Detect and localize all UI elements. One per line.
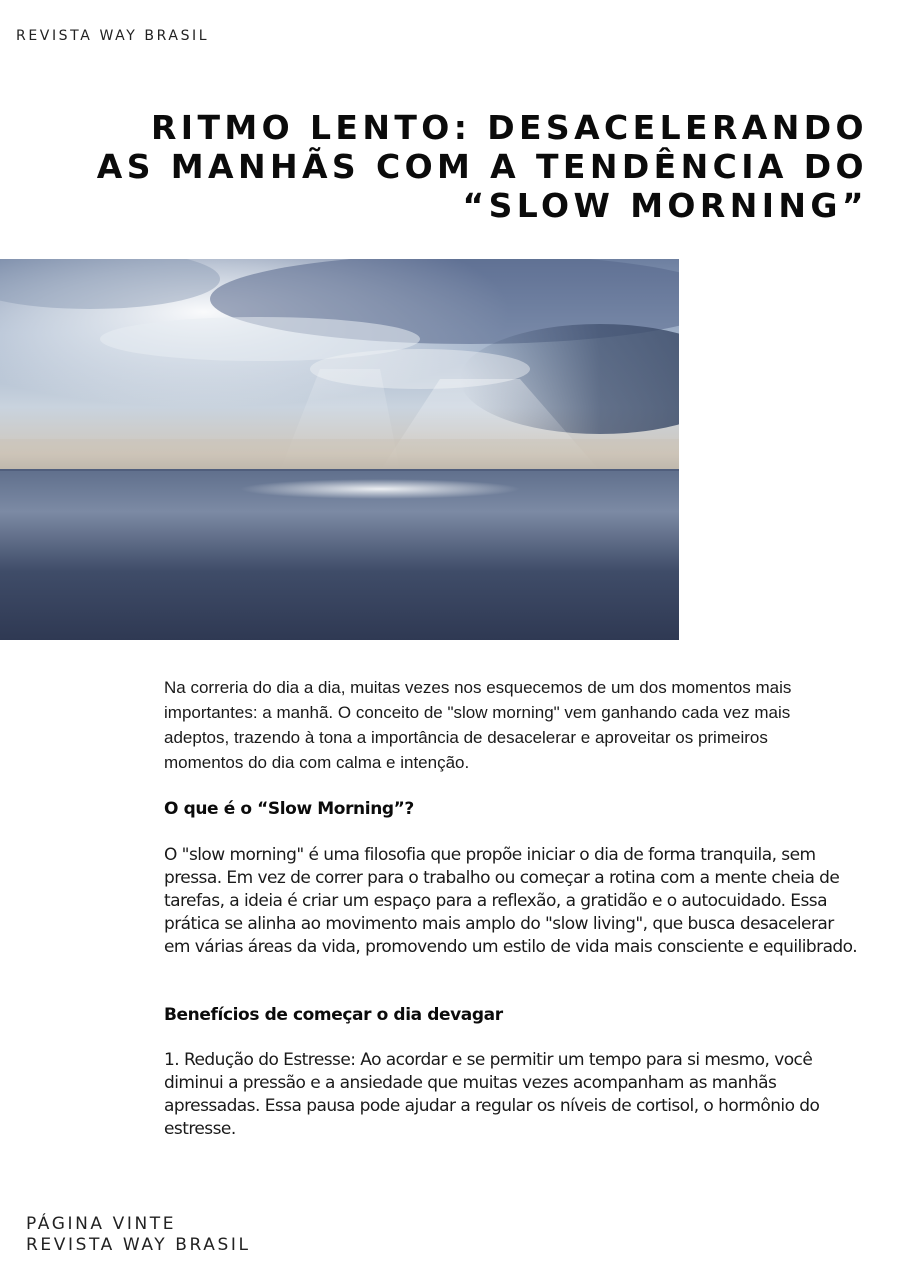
headline-line-2: AS MANHÃS COM A TENDÊNCIA DO xyxy=(96,147,868,186)
headline-line-1: RITMO LENTO: DESACELERANDO xyxy=(150,108,868,147)
footer-magazine-name: REVISTA WAY BRASIL xyxy=(26,1235,251,1255)
hero-photo-sea-and-clouds xyxy=(0,259,679,640)
magazine-masthead: REVISTA WAY BRASIL xyxy=(16,28,210,44)
section-title-benefits: Benefícios de começar o dia devagar xyxy=(164,1005,503,1025)
headline-line-3: “SLOW MORNING” xyxy=(462,186,868,225)
article-headline xyxy=(88,108,868,225)
page-footer xyxy=(26,1214,251,1256)
section-title-what-is: O que é o “Slow Morning”? xyxy=(164,799,414,819)
section-body-benefits: 1. Redução do Estresse: Ao acordar e se permitir um tempo para si mesmo, você diminui a pressão e a ansiedade que muitas vezes acompanham as manhãs apressadas. Essa pausa pode ajudar a regular os níveis de cortisol, o hormônio do estresse. xyxy=(164,1050,820,1139)
article-intro: Na correria do dia a dia, muitas vezes nos esquecemos de um dos momentos mais importantes: a manhã. O conceito de "slow morning" vem ganhando cada vez mais adeptos, trazendo à tona a importância de desacelerar e aproveitar os primeiros momentos do dia com calma e intenção. xyxy=(164,678,792,772)
section-body-what-is: O "slow morning" é uma filosofia que propõe iniciar o dia de forma tranquila, sem pressa. Em vez de correr para o trabalho ou começar a rotina com a mente cheia de tarefas, a ideia é criar um espaço para a reflexão, a gratidão e o autocuidado. Essa prática se alinha ao movimento mais amplo do "slow living", que busca desacelerar em várias áreas da vida, promovendo um estilo de vida mais consciente e equilibrado. xyxy=(164,845,858,957)
page-number: PÁGINA VINTE xyxy=(26,1214,177,1234)
